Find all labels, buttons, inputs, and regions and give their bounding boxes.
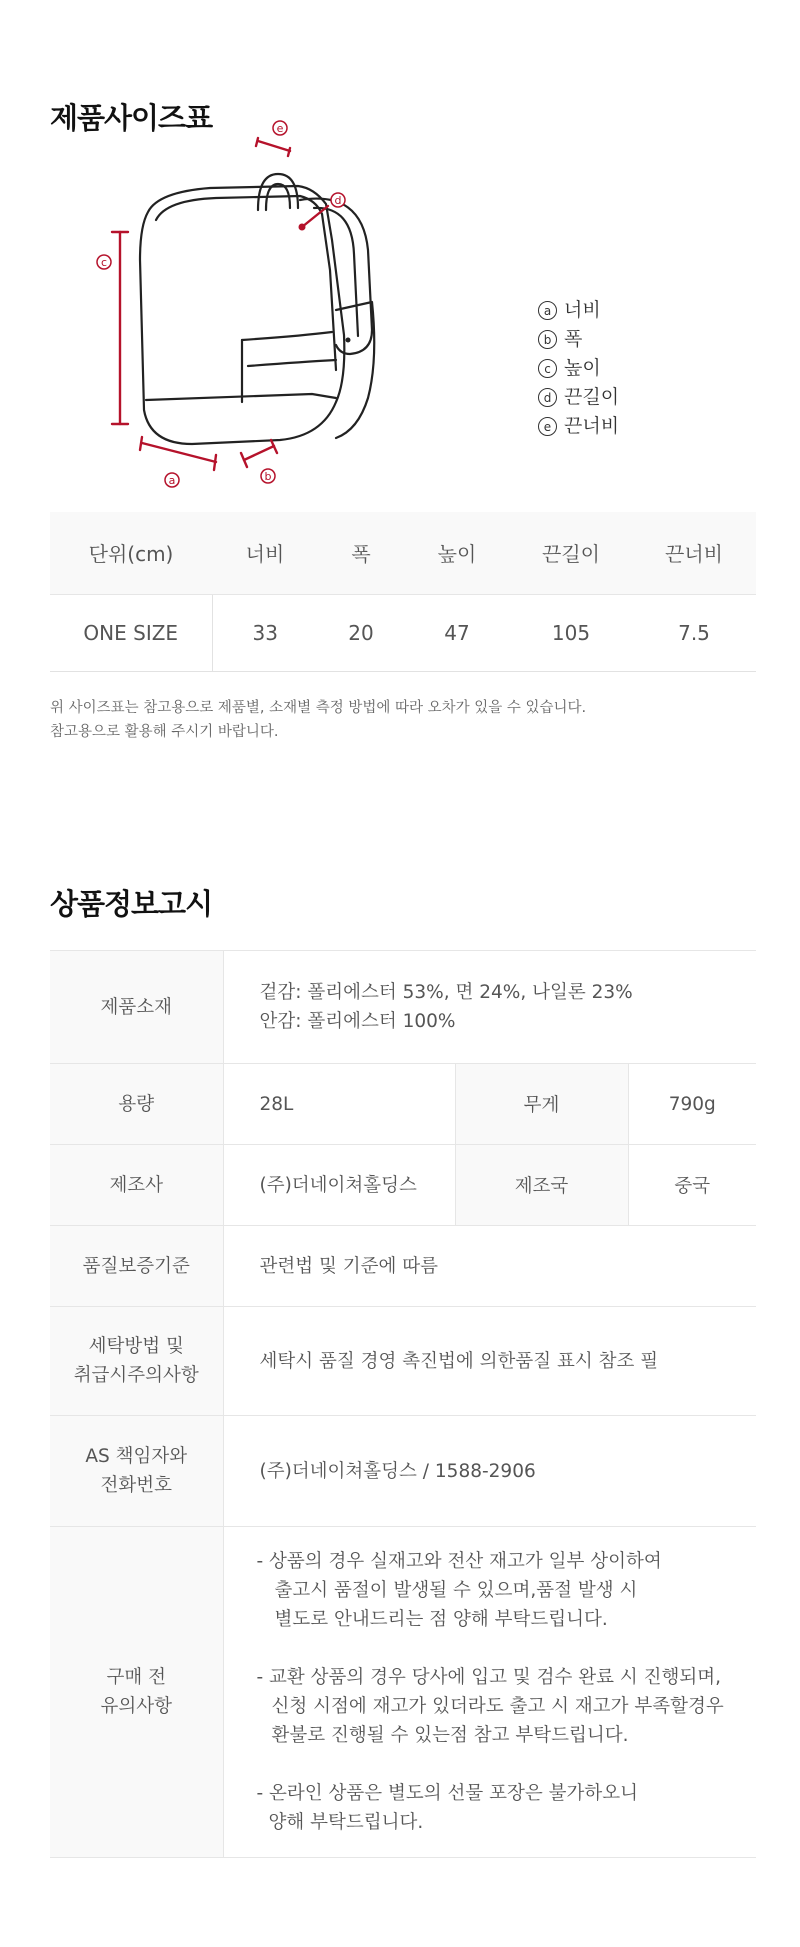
legend-label: 너비 <box>564 299 601 321</box>
size-cell-width: 33 <box>212 594 318 671</box>
label-a-icon <box>165 473 179 487</box>
notice-line: 환불로 진행될 수 있는점 참고 부탁드립니다. <box>271 1725 629 1746</box>
as-label-line: AS 책임자와 <box>85 1446 188 1467</box>
size-header-depth: 폭 <box>318 512 404 594</box>
legend-label: 끈너비 <box>564 415 620 437</box>
legend-item <box>538 296 619 325</box>
capacity-label: 용량 <box>50 1064 223 1145</box>
circled-letter-icon: e <box>538 417 557 436</box>
svg-text:b: b <box>264 470 272 483</box>
size-header-strap-length: 끈길이 <box>510 512 632 594</box>
product-info-title: 상품정보고시 <box>50 887 213 921</box>
size-note-line: 참고용으로 활용해 주시기 바랍니다. <box>50 724 279 740</box>
washing-label <box>50 1307 223 1416</box>
notice-block <box>257 1663 757 1750</box>
material-value <box>223 951 756 1064</box>
warranty-label: 품질보증기준 <box>50 1226 223 1307</box>
circled-letter-icon: c <box>538 359 557 378</box>
material-line: 겉감: 폴리에스터 53%, 면 24%, 나일론 23% <box>259 982 633 1003</box>
table-row <box>50 1307 756 1416</box>
notice-line: 신청 시점에 재고가 있더라도 출고 시 재고가 부족할경우 <box>271 1696 724 1717</box>
maker-value: (주)더네이쳐홀딩스 <box>223 1145 455 1226</box>
size-header-strap-width: 끈너비 <box>632 512 756 594</box>
size-cell-strap-width: 7.5 <box>632 594 756 671</box>
size-cell-name: ONE SIZE <box>50 594 212 671</box>
size-header-width: 너비 <box>212 512 318 594</box>
size-cell-strap-length: 105 <box>510 594 632 671</box>
origin-label: 제조국 <box>455 1145 628 1226</box>
label-c-icon <box>97 255 111 269</box>
table-row <box>50 1226 756 1307</box>
svg-text:a: a <box>168 474 176 487</box>
notice-block <box>257 1779 757 1837</box>
size-chart-title: 제품사이즈표 <box>50 101 213 135</box>
legend-label: 끈길이 <box>564 386 620 408</box>
as-label <box>50 1416 223 1527</box>
notice-label-line: 구매 전 <box>106 1667 166 1688</box>
svg-text:c: c <box>100 256 108 269</box>
svg-text:d: d <box>334 194 342 207</box>
warranty-value: 관련법 및 기준에 따름 <box>223 1226 756 1307</box>
as-value: (주)더네이쳐홀딩스 / 1588-2906 <box>223 1416 756 1527</box>
legend-item <box>538 354 619 383</box>
size-header-height: 높이 <box>404 512 510 594</box>
material-line: 안감: 폴리에스터 100% <box>259 1011 456 1032</box>
size-note-line: 위 사이즈표는 참고용으로 제품별, 소재별 측정 방법에 따라 오차가 있을 수 있습니다. <box>50 700 587 716</box>
notice-label <box>50 1527 223 1858</box>
dimension-legend <box>538 296 619 441</box>
legend-item <box>538 412 619 441</box>
notice-line: - 온라인 상품은 별도의 선물 포장은 불가하오니 <box>256 1783 639 1804</box>
table-row <box>50 1416 756 1527</box>
table-row <box>50 951 756 1064</box>
washing-label-line: 세탁방법 및 <box>88 1336 184 1357</box>
circled-letter-icon: d <box>538 388 557 407</box>
size-table <box>50 512 756 672</box>
label-b-icon <box>261 469 275 483</box>
size-note <box>50 696 586 744</box>
notice-value <box>223 1527 756 1858</box>
notice-line: 출고시 품절이 발생될 수 있으며,품절 발생 시 <box>274 1580 638 1601</box>
table-row <box>50 594 756 671</box>
material-label: 제품소재 <box>50 951 223 1064</box>
legend-label: 폭 <box>564 328 583 350</box>
size-header-unit: 단위(cm) <box>50 512 212 594</box>
notice-block <box>257 1547 757 1634</box>
label-e-icon <box>273 121 287 135</box>
notice-label-line: 유의사항 <box>100 1696 172 1717</box>
label-d-icon <box>331 193 345 207</box>
as-label-line: 전화번호 <box>100 1475 172 1496</box>
circled-letter-icon: b <box>538 330 557 349</box>
svg-text:e: e <box>276 122 284 135</box>
size-cell-depth: 20 <box>318 594 404 671</box>
notice-line: 양해 부탁드립니다. <box>268 1812 424 1833</box>
circled-letter-icon: a <box>538 301 557 320</box>
origin-value: 중국 <box>628 1145 756 1226</box>
table-row <box>50 1145 756 1226</box>
legend-item <box>538 325 619 354</box>
washing-value: 세탁시 품질 경영 촉진법에 의한품질 표시 참조 필 <box>223 1307 756 1416</box>
legend-item <box>538 383 619 412</box>
notice-line: - 상품의 경우 실재고와 전산 재고가 일부 상이하여 <box>256 1551 662 1572</box>
notice-line: 별도로 안내드리는 점 양해 부탁드립니다. <box>274 1609 608 1630</box>
size-cell-height: 47 <box>404 594 510 671</box>
weight-value: 790g <box>628 1064 756 1145</box>
product-info-table <box>50 950 756 1858</box>
capacity-value: 28L <box>223 1064 455 1145</box>
table-row <box>50 1527 756 1858</box>
maker-label: 제조사 <box>50 1145 223 1226</box>
weight-label: 무게 <box>455 1064 628 1145</box>
backpack-diagram <box>100 122 480 500</box>
legend-label: 높이 <box>564 357 601 379</box>
washing-label-line: 취급시주의사항 <box>73 1365 199 1386</box>
notice-line: - 교환 상품의 경우 당사에 입고 및 검수 완료 시 진행되며, <box>256 1667 722 1688</box>
size-table-header-row <box>50 512 756 594</box>
table-row <box>50 1064 756 1145</box>
